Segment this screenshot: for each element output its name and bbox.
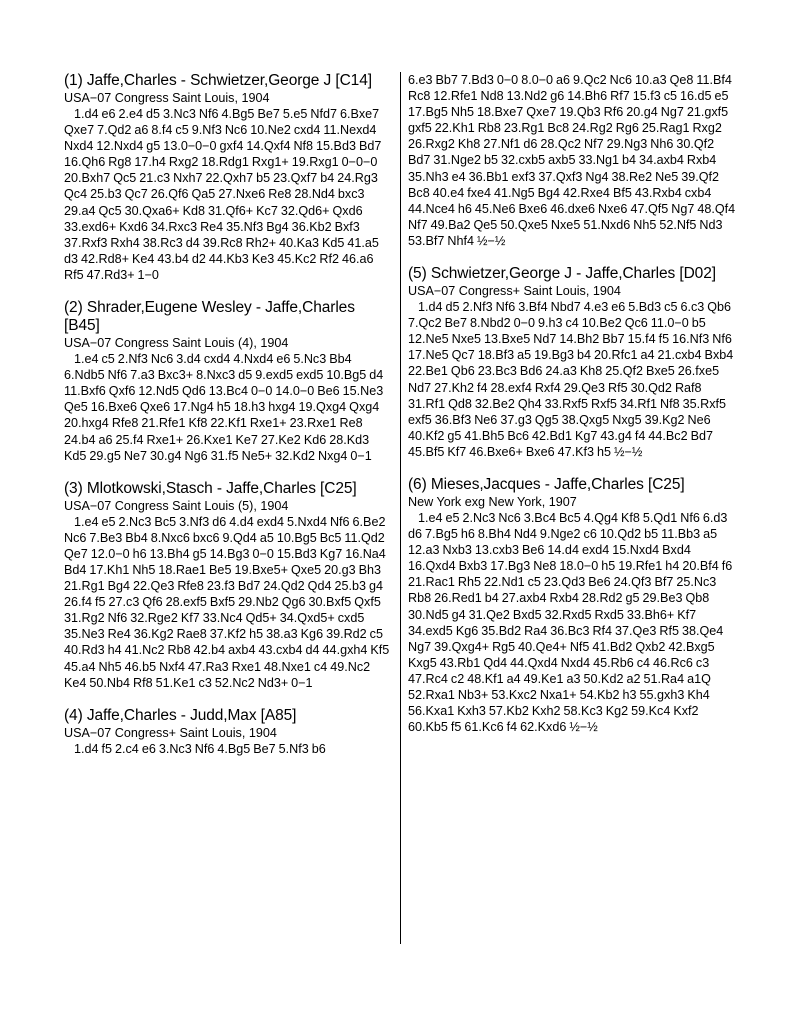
game-2 <box>64 299 394 464</box>
game-event: USA−07 Congress Saint Louis (4), 1904 <box>64 336 289 351</box>
game-4 <box>64 707 394 757</box>
game-5 <box>408 265 738 460</box>
game-event: New York exg New York, 1907 <box>408 494 577 509</box>
game-event: USA−07 Congress+ Saint Louis, 1904 <box>408 284 621 299</box>
game-moves: 1.e4 e5 2.Nc3 Bc5 3.Nf3 d6 4.d4 exd4 5.Nxd4 Nf6 6.Be2 Nc6 7.Be3 Bb4 8.Nxc6 bxc6 9.Qd4 a5 10.Bg5 Bc5 11.Qd2 Qe7 12.0−0 h6 13.Bh4 g5 14.Bg3 0−0 15.Bd3 Kg7 16.Na4 Bd4 17.Kh1 Nh5 18.Rae1 Be5 19.Bxe5+ Qxe5 20.g3 Bh3 21.Rg1 Bg4 22.Qe3 Rfe8 23.f3 Bd7 24.Qd2 Qd4 25.b3 g4 26.f4 f5 27.c3 Qf6 28.exf5 Bxf5 29.Nb2 Qg6 30.Bxf5 Qxf5 31.Rg2 Nf6 32.Rge2 Kf7 33.Nc4 Qd5+ 34.Qxd5+ cxd5 35.Ne3 Re4 36.Kg2 Rae8 37.Kf2 h5 38.a3 Kg6 39.Rd2 c5 40.Rd3 h4 41.Nc2 Rb8 42.b4 axb4 43.cxb4 d4 44.gxh4 Kf5 45.a4 Nh5 46.b5 Nxf4 47.Ra3 Rxe1 48.Nxe1 c4 49.Nc2 Ke4 50.Nb4 Rf8 51.Ke1 c3 52.Nc2 Nd3+ 0−1 <box>64 514 390 690</box>
game-event: USA−07 Congress Saint Louis, 1904 <box>64 91 270 105</box>
game-heading: (1) Jaffe,Charles - Schwietzer,George J [C14] <box>64 72 372 89</box>
game-3 <box>64 480 394 691</box>
game-moves: 1.e4 c5 2.Nf3 Nc6 3.d4 cxd4 4.Nxd4 e6 5.Nc3 Bb4 6.Ndb5 Nf6 7.a3 Bxc3+ 8.Nxc3 d5 9.exd5 exd5 10.Bg5 d4 11.Bxf6 Qxf6 12.Nd5 Qd6 13.Bc4 0−0 14.0−0 Be6 15.Ne3 Qe5 16.Bxe6 Qxe6 17.Ng4 h5 18.h3 hxg4 19.Qxg4 Qxg4 20.hxg4 Rfe8 21.Rfe1 Kf8 22.Kf1 Rxe1+ 23.Rxe1 Re8 24.b4 a6 25.f4 Rxe1+ 26.Kxe1 Ke7 27.Ke2 Kd6 28.Kd3 Kd5 29.g5 Ne7 30.g4 Ng6 31.f5 Ne5+ 32.Kd2 Nxg4 0−1 <box>64 352 384 463</box>
game-heading: (6) Mieses,Jacques - Jaffe,Charles [C25] <box>408 475 685 493</box>
column-divider <box>400 72 401 944</box>
game-moves: 1.e4 e5 2.Nc3 Nc6 3.Bc4 Bc5 4.Qg4 Kf8 5.Qd1 Nf6 6.d3 d6 7.Bg5 h6 8.Bh4 Nd4 9.Nge2 c6 10.Qd2 b5 11.Bb3 a5 12.a3 Nxb3 13.cxb3 Be6 14.d4 exd4 15.Nxd4 Bxd4 16.Qxd4 Bxb3 17.Bg3 Ne8 18.0−0 h5 19.Rfe1 h4 20.Bf4 f6 21.Rac1 Rh5 22.Nd1 c5 23.Qd3 Be6 24.Qf3 Bf7 25.Nc3 Rb8 26.Red1 b4 27.axb4 Rxb4 28.Rd2 g5 29.Be3 Qb8 30.Nd5 g4 31.Qe2 Bxd5 32.Rxd5 Rxd5 33.Bh6+ Kf7 34.exd5 Kg6 35.Bd2 Ra4 36.Bc3 Rf4 37.Qe3 Rf5 38.Qe4 Ng7 39.Qxg4+ Rg5 40.Qe4+ Nf5 41.Bd2 Qxb2 42.Bxg5 Kxg5 43.Rb1 Qd4 44.Qxd4 Nxd4 45.Rb6 c4 46.Rc6 c3 47.Rc4 c2 48.Kf1 a4 49.Ke1 a3 50.Kd2 a2 51.Ra4 a1Q 52.Rxa1 Nb3+ 53.Kxc2 Nxa1+ 54.Kb2 h3 55.gxh3 Kh4 56.Kxa1 Kxh3 57.Kb2 Kxh2 58.Kc3 Kg2 59.Kc4 Kxf2 60.Kb5 f5 61.Kc6 f4 62.Kxd6 ½−½ <box>408 510 733 735</box>
left-column <box>64 72 394 773</box>
game-moves: 1.d4 d5 2.Nf3 Nf6 3.Bf4 Nbd7 4.e3 e6 5.Bd3 c5 6.c3 Qb6 7.Qc2 Be7 8.Nbd2 0−0 9.h3 c4 10.Be2 Qc6 11.0−0 b5 12.Ne5 Nxe5 13.Bxe5 Nd7 14.Bh2 Bb7 15.f4 f5 16.Nf3 Nf6 17.Ne5 Qc7 18.Bf3 a5 19.Bg3 b4 20.Rfc1 a4 21.cxb4 Bxb4 22.Be1 Qb6 23.Bc3 Bd6 24.a3 Kh8 25.Qf2 Bxe5 26.fxe5 Nd7 27.Kh2 f4 28.exf4 Rxf4 29.Qe3 Rf5 30.Qd2 Raf8 31.Rf1 Qd8 32.Be2 Qh4 33.Rxf5 Rxf5 34.Rf1 Nf8 35.Rxf5 exf5 36.Bf3 Ne6 37.g3 Qg5 38.Qxg5 Nxg5 39.Kg2 Ne6 40.Kf2 g5 41.Bh5 Bc6 42.Bd1 Kg7 43.g4 f4 44.Bc2 Bd7 45.Bf5 Kf7 46.Bxe6+ Bxe6 47.Kf3 h5 ½−½ <box>408 300 734 459</box>
game-event: USA−07 Congress+ Saint Louis, 1904 <box>64 725 277 740</box>
game-heading: (4) Jaffe,Charles - Judd,Max [A85] <box>64 706 297 724</box>
game-4-continued <box>408 72 738 249</box>
game-event: USA−07 Congress Saint Louis (5), 1904 <box>64 498 289 513</box>
game-1 <box>64 72 394 283</box>
game-heading: (3) Mlotkowski,Stasch - Jaffe,Charles [C25] <box>64 479 357 497</box>
game-moves: 6.e3 Bb7 7.Bd3 0−0 8.0−0 a6 9.Qc2 Nc6 10.a3 Qe8 11.Bf4 Rc8 12.Rfe1 Nd8 13.Nd2 g6 14.Bh6 Rf7 15.f3 c5 16.d5 e5 17.Bg5 Nh5 18.Bxe7 Qxe7 19.Qb3 Rf6 20.g4 Ng7 21.gxf5 gxf5 22.Kh1 Rb8 23.Rg1 Bc8 24.Rg2 Rg6 25.Rag1 Rxg2 26.Rxg2 Kh8 27.Nf1 d6 28.Qc2 Nf7 29.Ng3 Nh6 30.Qf2 Bd7 31.Nge2 b5 32.cxb5 axb5 33.Ng1 b4 34.axb4 Rxb4 35.Nh3 e4 36.Bb1 exf3 37.Qxf3 Ng4 38.Re2 Ne5 39.Qf2 Bc8 40.e4 fxe4 41.Ng5 Bg4 42.Rxe4 Bf5 43.Rxb4 cxb4 44.Nce4 h6 45.Ne6 Bxe6 46.dxe6 Nxe6 47.Qf5 Ng7 48.Qf4 Nf7 49.Ba2 Qe5 50.Qxe5 Nxe5 51.Nxd6 Nh5 52.Nf5 Nd3 53.Bf7 Nhf4 ½−½ <box>408 73 736 248</box>
game-moves: 1.d4 e6 2.e4 d5 3.Nc3 Nf6 4.Bg5 Be7 5.e5 Nfd7 6.Bxe7 Qxe7 7.Qd2 a6 8.f4 c5 9.Nf3 Nc6 10.Ne2 cxd4 11.Nexd4 Nxd4 12.Nxd4 g5 13.0−0−0 gxf4 14.Qxf4 Nf8 15.Bd3 Bd7 16.Qh6 Rg8 17.h4 Rxg2 18.Rdg1 Rxg1+ 19.Rxg1 0−0−0 20.Bxh7 Qc5 21.c3 Nxh7 22.Qxh7 b5 23.Qxf7 b4 24.Rg3 Qc4 25.b3 Qc7 26.Qf6 Qa5 27.Nxe6 Re8 28.Nd4 bxc3 29.a4 Qc5 30.Qxa6+ Kd8 31.Qf6+ Kc7 32.Qd6+ Qxd6 33.exd6+ Kxd6 34.Rxc3 Re4 35.Nf3 Bg4 36.Kb2 Bxf3 37.Rxf3 Rxh4 38.Rc3 d4 39.Rc8 Rh2+ 40.Ka3 Kd5 41.a5 d3 42.Rd8+ Ke4 43.b4 d2 44.Kb3 Ke3 45.Kc2 Rf2 46.a6 Rf5 47.Rd3+ 1−0 <box>64 107 382 282</box>
game-moves: 1.d4 f5 2.c4 e6 3.Nc3 Nf6 4.Bg5 Be7 5.Nf3 b6 <box>74 741 326 756</box>
game-heading: (2) Shrader,Eugene Wesley - Jaffe,Charles [B45] <box>64 299 355 335</box>
game-6 <box>408 476 738 735</box>
right-column <box>408 72 738 751</box>
game-heading: (5) Schwietzer,George J - Jaffe,Charles [D02] <box>408 265 716 283</box>
